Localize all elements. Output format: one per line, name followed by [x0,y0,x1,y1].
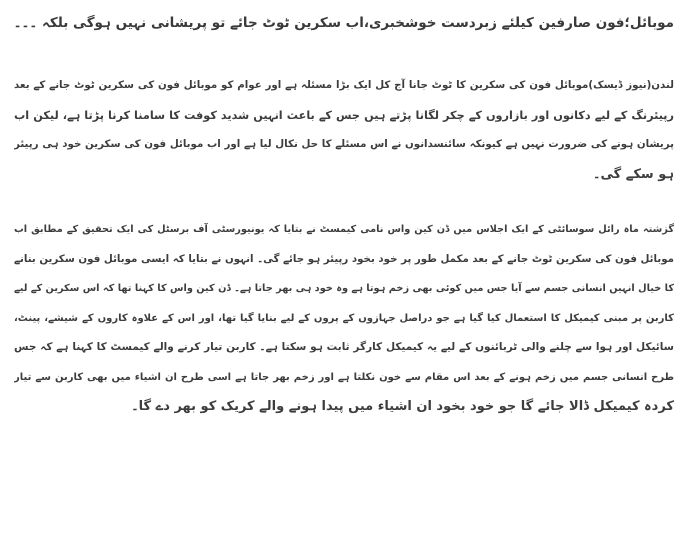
paragraph-line: طرح انسانی جسم میں زخم ہونے کے بعد اس مقام سے خون نکلتا ہے اور زخم بھر جاتا ہے اسی طرح ان اشیاء میں بھی کاربن سے تیار [14,371,674,383]
paragraph-line: کاربن پر مبنی کیمیکل کا استعمال کیا گیا ہے جو دراصل جہازوں کے پروں کے لیے بنایا گیا تھا، اور اس کے علاوہ کاروں کے شیشے، پینٹ، [14,312,674,324]
paragraph-line: ہو سکے گی۔ [592,166,674,182]
paragraph-line: سائیکل اور ہوا سے چلنے والی ٹربائنوں کے لیے یہ کیمیکل کارگر ثابت ہو سکتا ہے۔ کاربن تیار کرنے والے کیمسٹ کا کہنا ہے کہ جس [14,341,674,353]
paragraph-line: کا خیال انہیں انسانی جسم سے آیا جس میں کوئی بھی زخم ہوتا ہے وہ خود ہی بھر جاتا ہے۔ ڈن کین واس کا کہنا تھا کہ اس سکرین کے لیے [14,283,674,294]
paragraph-line: موبائل فون کی سکرین ٹوٹ جانے کے بعد مکمل طور پر خود بخود رپیئر ہو جائے گی۔ انہوں نے بتایا کہ ایسی موبائل فون سکرین بنانے [14,252,674,265]
paragraph-line: پریشان ہونے کی ضرورت نہیں ہے کیونکہ سائنسدانوں نے اس مسئلے کا حل نکال لیا ہے اور اب موبائل فون کی سکرین خود ہی رپیئر [14,138,674,150]
paragraph-line: کردہ کیمیکل ڈالا جائے گا جو خود بخود ان اشیاء میں پیدا ہونے والے کریک کو بھر دے گا۔ [131,399,674,414]
paragraph-1 [14,71,674,189]
paragraph-line: لندن(نیوز ڈیسک)موبائل فون کی سکرین کا ٹوٹ جانا آج کل ایک بڑا مسئلہ ہے اور عوام کو موبائل فون کی سکرین ٹوٹ جانے کے بعد [14,79,674,91]
paragraph-line: گزشتہ ماہ رائل سوسائٹی کے ایک اجلاس میں ڈن کین واس نامی کیمسٹ نے بتایا کہ یونیورسٹی آف برسٹل کی ایک تحقیق کے مطابق اب [14,224,674,235]
headline: موبائل؛فون صارفین کیلئے زبردست خوشخبری،اب سکرین ٹوٹ جائے تو پریشانی نہیں ہوگی بلکہ ۔۔۔ [14,15,674,31]
paragraph-2 [14,215,674,422]
paragraph-line: رپیئرنگ کے لیے دکانوں اور بازاروں کے چکر لگانا پڑتے ہیں جس کے باعث انہیں شدید کوفت کا سامنا کرنا پڑتا ہے، لیکن اب [14,108,674,122]
